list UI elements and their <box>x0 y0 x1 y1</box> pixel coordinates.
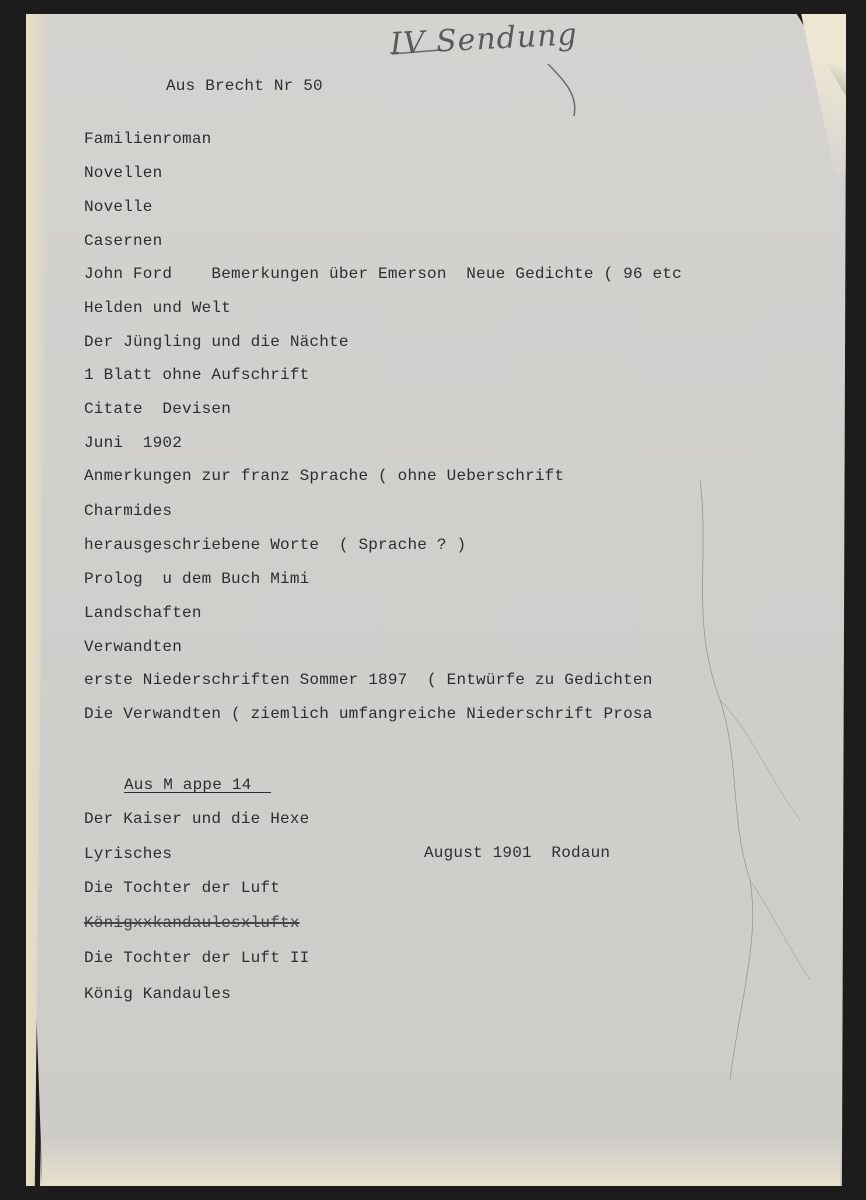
list-item: Lyrisches <box>84 845 173 863</box>
list-item: Charmides <box>84 502 173 520</box>
section-heading: Aus M appe 14 <box>124 776 272 794</box>
list-item: Anmerkungen zur franz Sprache ( ohne Ueberschrift <box>84 467 565 485</box>
list-item: Die Tochter der Luft <box>84 879 281 897</box>
side-note: August 1901 Rodaun <box>424 844 611 862</box>
struck-list-item: Königxxkandaulesxluftx <box>84 914 300 932</box>
list-item: 1 Blatt ohne Aufschrift <box>84 366 310 384</box>
list-item: Der Jüngling und die Nächte <box>84 333 349 351</box>
list-item: Helden und Welt <box>84 299 232 317</box>
list-item: Landschaften <box>84 604 202 622</box>
list-item: Juni 1902 <box>84 434 183 452</box>
paper-edge-bottom <box>40 1138 840 1186</box>
list-item: Casernen <box>84 232 163 250</box>
list-item: Der Kaiser und die Hexe <box>84 810 310 828</box>
list-item: Novellen <box>84 164 163 182</box>
list-item: herausgeschriebene Worte ( Sprache ? ) <box>84 536 467 554</box>
list-item: John Ford Bemerkungen über Emerson Neue Gedichte ( 96 etc <box>84 265 682 283</box>
list-item: Novelle <box>84 198 153 216</box>
list-item: Prolog u dem Buch Mimi <box>84 570 310 588</box>
list-item: erste Niederschriften Sommer 1897 ( Entwürfe zu Gedichten <box>84 671 653 689</box>
paper-crease <box>680 480 820 1120</box>
list-item: Die Tochter der Luft II <box>84 949 310 967</box>
list-item: Citate Devisen <box>84 400 232 418</box>
list-item: Familienroman <box>84 130 212 148</box>
header-line: Aus Brecht Nr 50 <box>166 77 323 95</box>
list-item: Die Verwandten ( ziemlich umfangreiche Niederschrift Prosa <box>84 705 653 723</box>
handwritten-note: IV Sendung <box>389 17 579 62</box>
list-item: König Kandaules <box>84 985 232 1003</box>
list-item: Verwandten <box>84 638 183 656</box>
